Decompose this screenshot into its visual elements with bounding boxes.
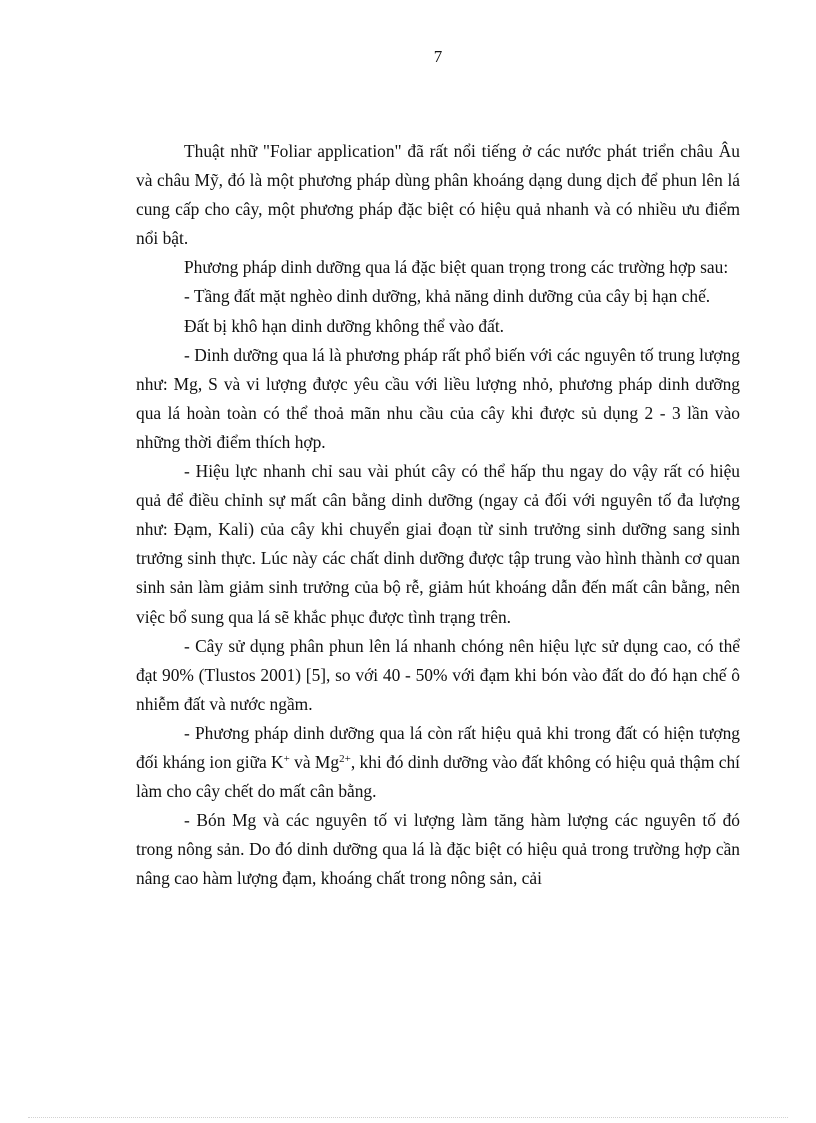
paragraph-high-efficiency: - Cây sử dụng phân phun lên lá nhanh chóng nên hiệu lực sử dụng cao, có thể đạt 90% (Tlustos 2001) [5], so với 40 - 50% với đạm khi bón vào đất do đó hạn chế ô nhiễm đất và nước ngầm. (136, 635, 740, 714)
paragraph-rapid-effect: - Hiệu lực nhanh chỉ sau vài phút cây có thể hấp thu ngay do vậy rất có hiệu quả để điều chỉnh sự mất cân bằng dinh dưỡng (ngay cả đối với nguyên tố đa lượng như: Đạm, Kali) của cây khi chuyển giai đoạn từ sinh trưởng sinh dưỡng sang sinh trưởng sinh thực. Lúc này các chất dinh dưỡng được tập trung vào hình thành cơ quan sinh sản làm giảm sinh trưởng của bộ rễ, giảm hút khoáng dẫn đến mất cân bằng, nên việc bổ sung qua lá sẽ khắc phục được tình trạng trên. (136, 461, 740, 627)
paragraph-important-cases: Phương pháp dinh dưỡng qua lá đặc biệt quan trọng trong các trường hợp sau: (184, 257, 729, 278)
paragraph-ion-antagonism (136, 719, 740, 806)
paragraph-dry-soil: Đất bị khô hạn dinh dưỡng không thể vào đất. (184, 315, 505, 336)
paragraph-foliar-application: Thuật nhữ "Foliar application" đã rất nổi tiếng ở các nước phát triển châu Âu và châu Mỹ, đó là một phương pháp dùng phân khoáng dạng dung dịch để phun lên lá cung cấp cho cây, một phương pháp đặc biệt có hiệu quả nhanh và có nhiều ưu điểm nổi bật. (136, 141, 740, 249)
potassium-charge: + (283, 752, 290, 765)
page-bottom-dotted-line (28, 1117, 788, 1118)
paragraph-poor-topsoil: - Tầng đất mặt nghèo dinh dưỡng, khả năng dinh dưỡng của cây bị hạn chế. (184, 286, 711, 307)
ion-text-after: , khi đó dinh dưỡng vào đất không có hiệu quả thậm chí làm cho cây chết do mất cân bằng. (136, 751, 740, 802)
page-number: 7 (433, 47, 443, 66)
document-body (136, 137, 740, 893)
ion-text-before: - Phương pháp dinh dưỡng qua lá còn rất hiệu quả khi trong đất có hiện tượng đối kháng ion giữa K (136, 722, 740, 772)
paragraph-mg-micronutrients: - Bón Mg và các nguyên tố vi lượng làm tăng hàm lượng các nguyên tố đó trong nông sản. Do đó dinh dưỡng qua lá là đặc biệt có hiệu quả trong trường hợp cần nâng cao hàm lượng đạm, khoáng chất trong nông sản, cải (136, 810, 740, 889)
paragraph-secondary-micronutrients: - Dinh dưỡng qua lá là phương pháp rất phổ biến với các nguyên tố trung lượng như: Mg, S và vi lượng được yêu cầu với liều lượng nhỏ, phương pháp dinh dưỡng qua lá hoàn toàn có thể thoả mãn nhu cầu của cây khi được sủ dụng 2 - 3 lần vào những thời điểm thích hợp. (136, 344, 740, 452)
magnesium-charge: 2+ (339, 752, 351, 765)
ion-text-middle: và Mg (289, 751, 340, 772)
